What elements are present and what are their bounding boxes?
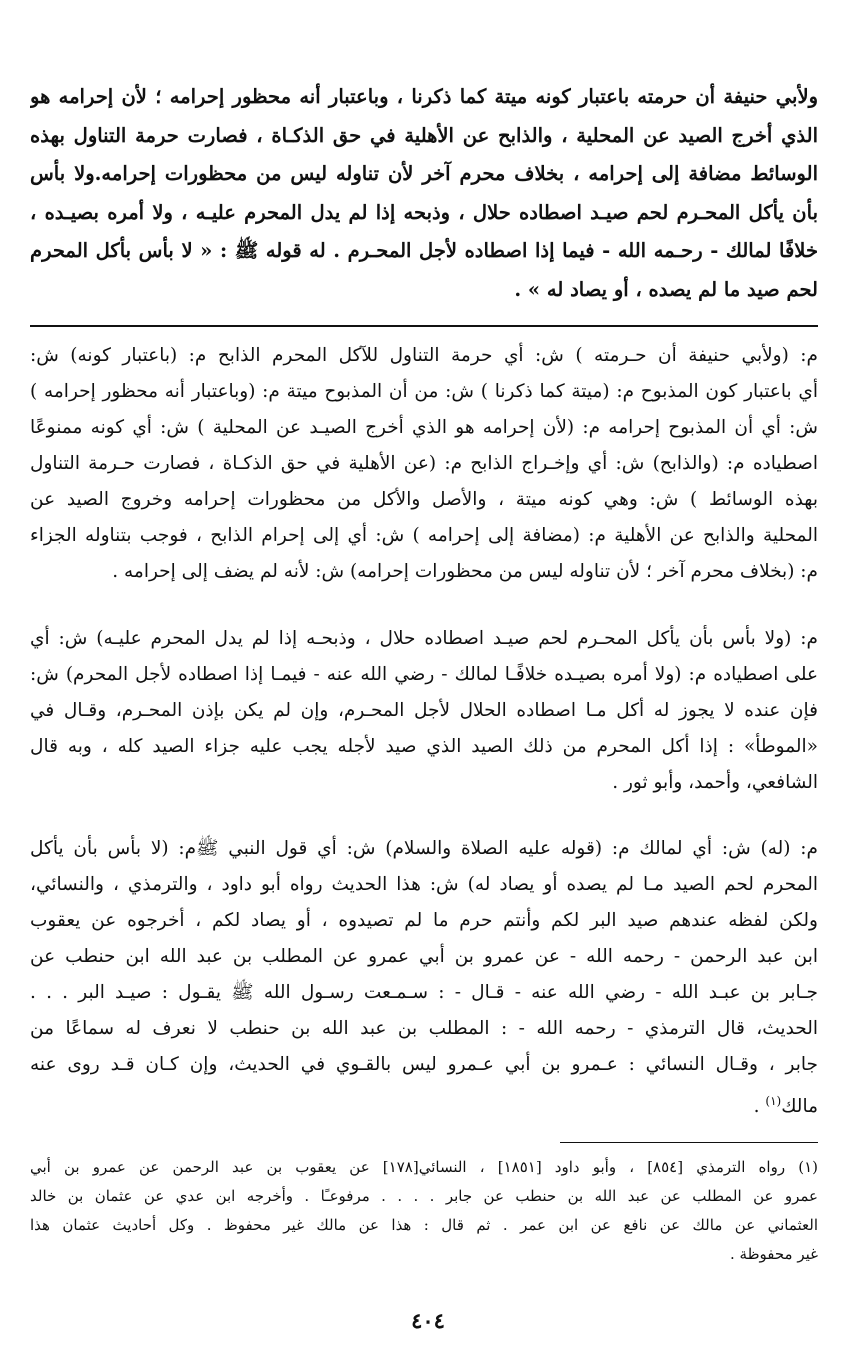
commentary-line: على اصطياده م: (ولا أمره بصيـده خلافًـا لمالك - رضي الله عنه - فيمـا إذا اصطاده لأجل المحرم) ش:: [30, 664, 818, 685]
main-line: خلافًا لمالك - رحـمه الله - فيما إذا اصطاده لأجل المحـرم . له قوله ﷺ : « لا بأس بأكل المحرم: [30, 239, 818, 262]
commentary-line: الشافعي، وأحمد، وأبو ثور .: [612, 772, 818, 793]
page-number: ٤٠٤: [411, 1308, 445, 1333]
commentary-line: بهذه الوسائط ) ش: وهي كونه ميتة ، والأصل والأكل من محظورات إحرامه وخروج الصيد عن: [30, 489, 818, 510]
commentary-line: المحلية والذابح عن الأهلية م: (مضافة إلى إحرامه ) ش: أي إلى إحرام الذابح ، فوجب بتناوله الجزاء: [30, 525, 818, 546]
footnote: [30, 1153, 818, 1269]
main-divider: [30, 325, 818, 327]
commentary-paragraph-3: [30, 831, 818, 1125]
commentary-period: .: [753, 1096, 760, 1118]
commentary-line: م: (ولا بأس بأن يأكل المحـرم لحم صيـد اصطاده حلال ، وذبحـه إذا لم يدل المحرم عليـه) ش: أي: [30, 628, 818, 649]
footnote-line: العثماني عن مالك عن نافع عن ابن عمر . ثم قال : هذا عن مالك غير محفوظ . وكل أحاديث عثمان هذا: [30, 1216, 818, 1234]
main-text: [30, 78, 818, 309]
commentary-line: ش: أي أن المذبوح إحرامه م: (لأن إحرامه هو الذي أخرج الصيـد عن المحلية ) ش: أي كونه ممنوعًا: [30, 417, 818, 438]
commentary-line: م: (بخلاف محرم آخر ؛ لأن تناوله ليس من محظورات إحرامه) ش: لأنه لم يضف إلى إحرامه .: [112, 561, 818, 582]
commentary-line: «الموطأ» : إذا أكل المحرم من ذلك الصيد الذي صيد لأجله يجب عليه جزاء الصيد كله ، وبه قال: [30, 736, 818, 757]
commentary-line: أي باعتبار كون المذبوح م: (ميتة كما ذكرنا ) ش: من أن المذبوح ميتة م: (وباعتبار أنه محظور إحرامه ): [30, 381, 818, 402]
footnote-line: (١) رواه الترمذي [٨٥٤] ، وأبو داود [١٨٥١] ، النسائي[١٧٨] عن يعقوب بن عبد الرحمن عن عمرو بن أبي: [30, 1158, 818, 1176]
commentary-line: ابن عبد الرحمن - رحمه الله - عن عمرو بن أبي عمرو عن المطلب بن عبد الله ابن حنطب عن: [30, 946, 818, 967]
footnote-line: عمرو عن المطلب عن عبد الله بن حنطب عن جابر . . . . مرفوعـًا . وأخرجه ابن عدي عن عثمان بن خالد: [30, 1187, 818, 1205]
footnote-line: غير محفوظة .: [730, 1245, 818, 1263]
commentary-line: جـابر بن عبـد الله - رضي الله عنه - قـال - : سـمـعت رسـول الله ﷺ يقـول : صيـد البر . . .: [30, 982, 818, 1003]
commentary-line: [30, 1083, 818, 1125]
commentary-line: الحديث، قال الترمذي - رحمه الله - : المطلب بن عبد الله بن حنطب لا نعرف له سماعًا من: [30, 1018, 818, 1039]
commentary-paragraph-1: [30, 338, 818, 590]
footnote-divider: [560, 1142, 818, 1143]
main-line: لحم صيد ما لم يصده ، أو يصاد له » .: [514, 277, 818, 301]
footnote-marker: (١): [765, 1094, 782, 1108]
main-line: الذي أخرج الصيد عن المحلية ، والذابح عن الأهلية في حق الذكـاة ، فصارت حرمة التناول بهذه: [30, 123, 818, 147]
commentary-line: فإن عنده لا يجوز له أكل مـا اصطاده الحلال لأجل المحـرم، وإن لم يكن بإذن المحـرم، وقـال في: [30, 700, 818, 721]
commentary-word: مالك: [781, 1096, 818, 1118]
main-line: الوسائط مضافة إلى إحرامه ، بخلاف محرم آخر لأن تناوله ليس من محظورات إحرامه.ولا بأس: [30, 162, 818, 185]
commentary-line: ولكن لفظه عندهم صيد البر لكم وأنتم حرم ما لم تصيدوه ، أو يصاد لكم ، أخرجوه عن يعقوب: [30, 910, 818, 931]
commentary-line: م: (ولأبي حنيفة أن حـرمته ) ش: أي حرمة التناول للآكل المحرم الذابح م: (باعتبار كونه) ش:: [30, 345, 818, 366]
commentary-line: اصطياده م: (والذابح) ش: أي وإخـراج الذابح م: (عن الأهلية في حق الذكـاة ، فصارت حـرمة التناول: [30, 453, 818, 474]
commentary-line: م: (له) ش: أي لمالك م: (قوله عليه الصلاة والسلام) ش: أي قول النبي ﷺم: (لا بأس بأن يأكل: [30, 838, 818, 859]
commentary-paragraph-2: [30, 621, 818, 801]
main-line: ولأبي حنيفة أن حرمته باعتبار كونه ميتة كما ذكرنا ، وباعتبار أنه محظور إحرامه ؛ لأن إحرامه هو: [30, 85, 818, 108]
main-line: بأن يأكل المحـرم لحم صيـد اصطاده حلال ، وذبحه إذا لم يدل المحرم عليـه ، ولا أمره بصيـده ،: [30, 200, 818, 224]
commentary-line: المحرم لحم الصيد مـا لم يصده أو يصاد له) ش: هذا الحديث رواه أبو داود ، والترمذي ، والنسائي،: [30, 874, 818, 895]
commentary-line: جابر ، وقـال النسائي : عـمرو بن أبي عـمرو ليس بالقـوي في الحديث، وإن كـان قـد روى عنه: [30, 1054, 818, 1075]
